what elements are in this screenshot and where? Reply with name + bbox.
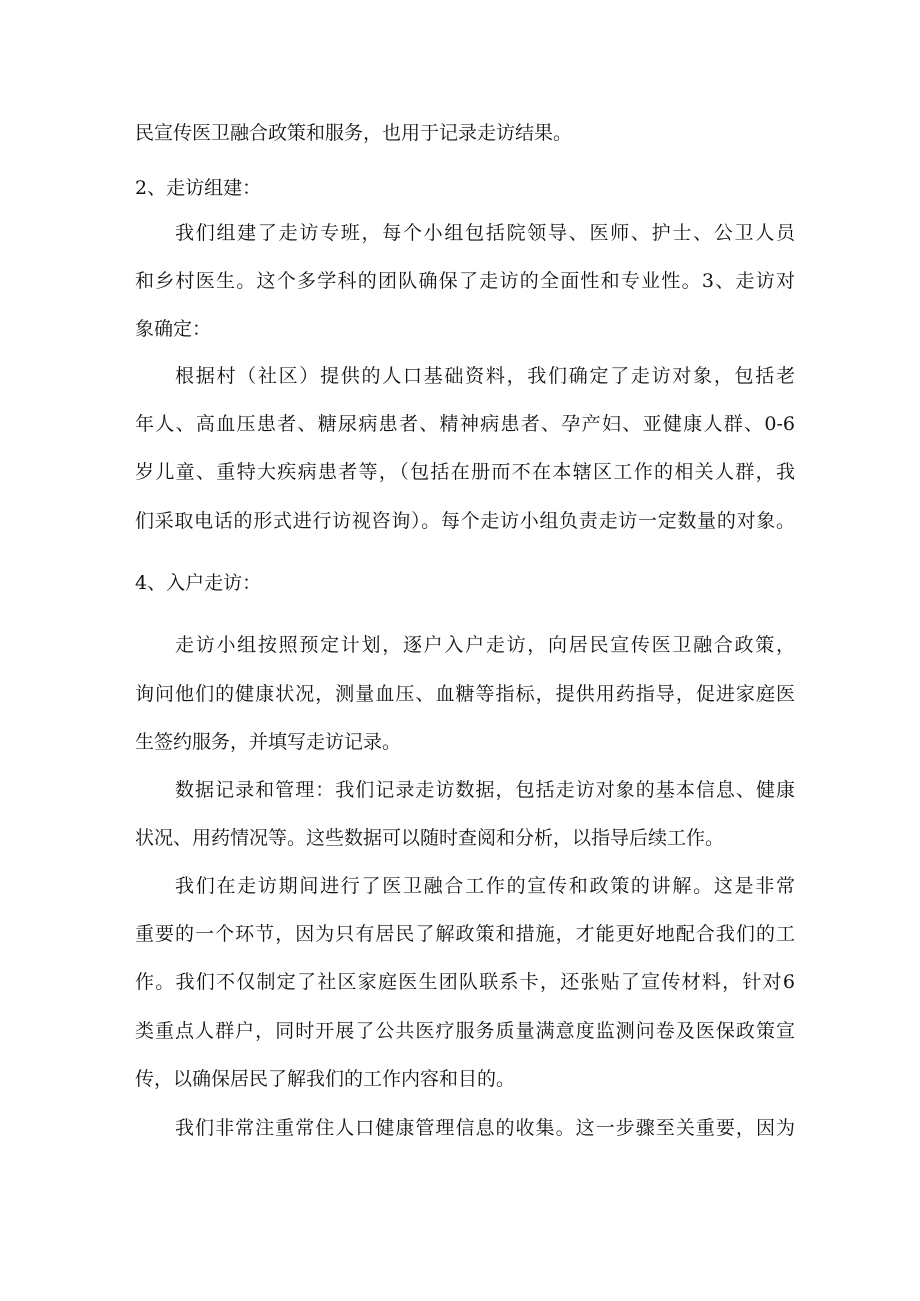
text-line: 传，以确保居民了解我们的工作内容和目的。 [135,1068,516,1090]
text-line: 们采取电话的形式进行访视咨询）。每个走访小组负责走访一定数量的对象。 [135,510,795,532]
text-line: 年人、高血压患者、糖尿病患者、精神病患者、孕产妇、亚健康人群、0-6 [135,413,795,435]
text-line: 和乡村医生。这个多学科的团队确保了走访的全面性和专业性。3、走访对 [135,270,795,292]
text-line: 询问他们的健康状况，测量血压、血糖等指标，提供用药指导，促进家庭医 [135,683,795,705]
text-line: 象确定： [135,318,212,340]
text-line: 重要的一个环节，因为只有居民了解政策和措施，才能更好地配合我们的工 [135,923,795,945]
text-line: 根据村（社区）提供的人口基础资料，我们确定了走访对象，包括老 [175,365,795,387]
text-line: 民宣传医卫融合政策和服务，也用于记录走访结果。 [135,122,573,144]
text-line: 类重点人群户，同时开展了公共医疗服务质量满意度监测问卷及医保政策宣 [135,1020,795,1042]
text-line: 我们组建了走访专班，每个小组包括院领导、医师、护士、公卫人员 [175,222,795,244]
text-line: 我们在走访期间进行了医卫融合工作的宣传和政策的讲解。这是非常 [175,875,795,897]
section-heading: 2、走访组建： [135,177,262,199]
text-line: 状况、用药情况等。这些数据可以随时查阅和分析，以指导后续工作。 [135,827,725,849]
text-line: 生签约服务，并填写走访记录。 [135,731,402,753]
text-line: 数据记录和管理：我们记录走访数据，包括走访对象的基本信息、健康 [175,779,795,801]
text-line: 我们非常注重常住人口健康管理信息的收集。这一步骤至关重要，因为 [175,1117,795,1139]
text-line: 走访小组按照预定计划，逐户入户走访，向居民宣传医卫融合政策， [175,634,795,656]
section-heading: 4、入户走访： [135,572,262,594]
text-line: 岁儿童、重特大疾病患者等，（包括在册而不在本辖区工作的相关人群，我 [135,461,795,483]
text-line: 作。我们不仅制定了社区家庭医生团队联系卡，还张贴了宣传材料，针对6 [135,971,795,993]
